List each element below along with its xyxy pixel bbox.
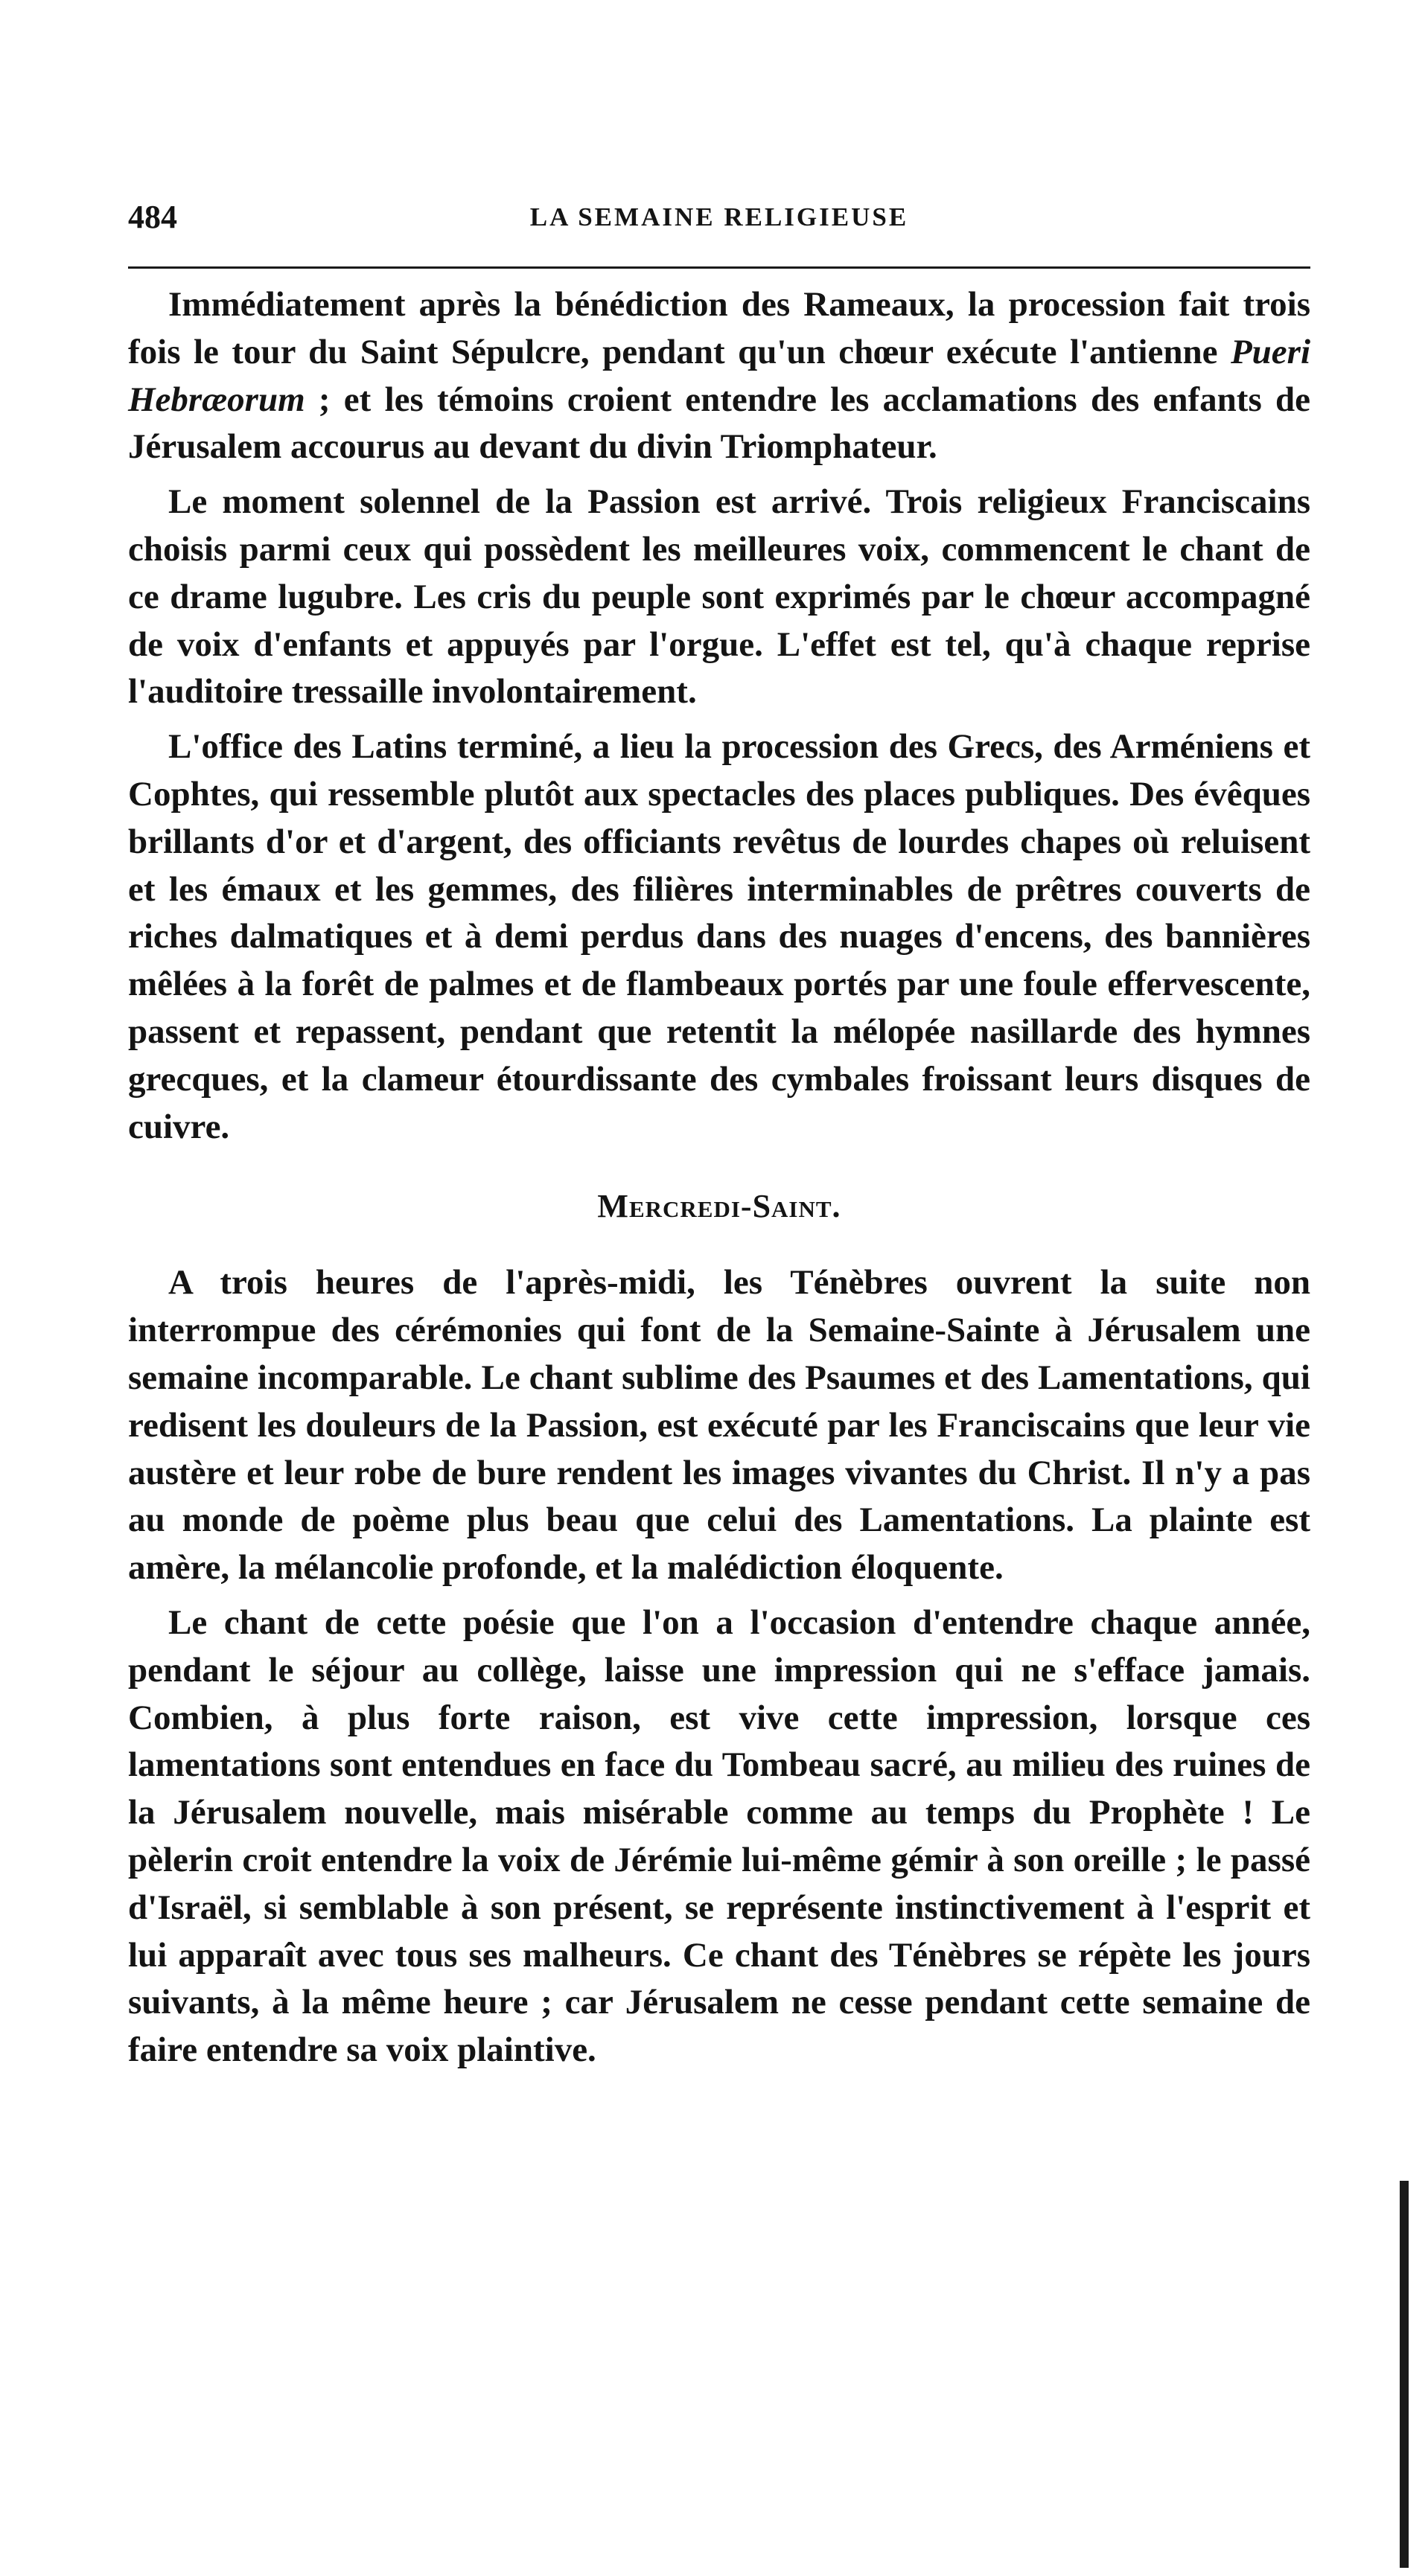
paragraph-procession (128, 281, 1310, 471)
paragraph-passion: Le moment solennel de la Passion est arrivé. Trois religieux Franciscains choisis parmi ceux qui possèdent les meilleures voix, commencent le chant de ce drame lugubre. Les cris du peuple sont exprimés par le chœur accompagné de voix d'enfants et appuyés par l'orgue. L'effet est tel, qu'à chaque reprise l'auditoire tressaille involontairement. (128, 482, 1310, 712)
page-header (128, 195, 1310, 240)
section-heading: Mercredi-Saint. (597, 1188, 841, 1225)
paragraph-procession-text-end: ; et les témoins croient entendre les acclamations des enfants de Jérusalem accourus au devant du divin Triomphateur. (128, 380, 1310, 467)
antiphon-title: Pueri Hebræorum (128, 332, 1310, 419)
paragraph-lamentations: Le chant de cette poésie que l'on a l'occasion d'entendre chaque année, pendant le séjour au collège, laisse une impression qui ne s'efface jamais. Combien, à plus forte raison, est vive cette impression, lorsque ces lamentations sont entendues en face du Tombeau sacré, au milieu des ruines de la Jérusalem nouvelle, mais misérable comme au temps du Prophète ! Le pèlerin croit entendre la voix de Jérémie lui-même gémir à son oreille ; le passé d'Israël, si semblable à son présent, se représente instinctivement à l'esprit et lui apparaît avec tous ses malheurs. Ce chant des Ténèbres se répète les jours suivants, à la même heure ; car Jérusalem ne cesse pendant cette semaine de faire entendre sa voix plaintive. (128, 1602, 1310, 2070)
paragraph-greek-procession: L'office des Latins terminé, a lieu la procession des Grecs, des Arméniens et Cophtes, qui ressemble plutôt aux spectacles des places publiques. Des évêques brillants d'or et d'argent, des officiants revêtus de lourdes chapes où reluisent et les émaux et les gemmes, des filières interminables de prêtres couverts de riches dalmatiques et à demi perdus dans des nuages d'encens, des bannières mêlées à la forêt de palmes et de flambeaux portés par une foule effervescente, passent et repassent, pendant que retentit la mélopée nasillarde des hymnes grecques, et la clameur étourdissante des cymbales froissant leurs disques de cuivre. (128, 727, 1310, 1146)
header-rule (128, 266, 1310, 269)
page-number: 484 (128, 199, 177, 235)
paragraph-tenebrae: A trois heures de l'après-midi, les Ténèbres ouvrent la suite non interrompue des cérémonies qui font de la Semaine-Sainte à Jérusalem une semaine incomparable. Le chant sublime des Psaumes et des Lamentations, qui redisent les douleurs de la Passion, est exécuté par les Franciscains que leur vie austère et leur robe de bure rendent les images vivantes du Christ. Il n'y a pas au monde de poème plus beau que celui des Lamentations. La plainte est amère, la mélancolie profonde, et la malédiction éloquente. (128, 1263, 1310, 1588)
margin-scan-mark (1400, 2181, 1409, 2568)
paragraph-procession-text-start: Immédiatement après la bénédiction des Rameaux, la procession fait trois fois le tour du Saint Sépulcre, pendant qu'un chœur exécute l'antienne (128, 285, 1310, 371)
page-body (128, 281, 1310, 2082)
running-title: LA SEMAINE RELIGIEUSE (529, 202, 909, 231)
